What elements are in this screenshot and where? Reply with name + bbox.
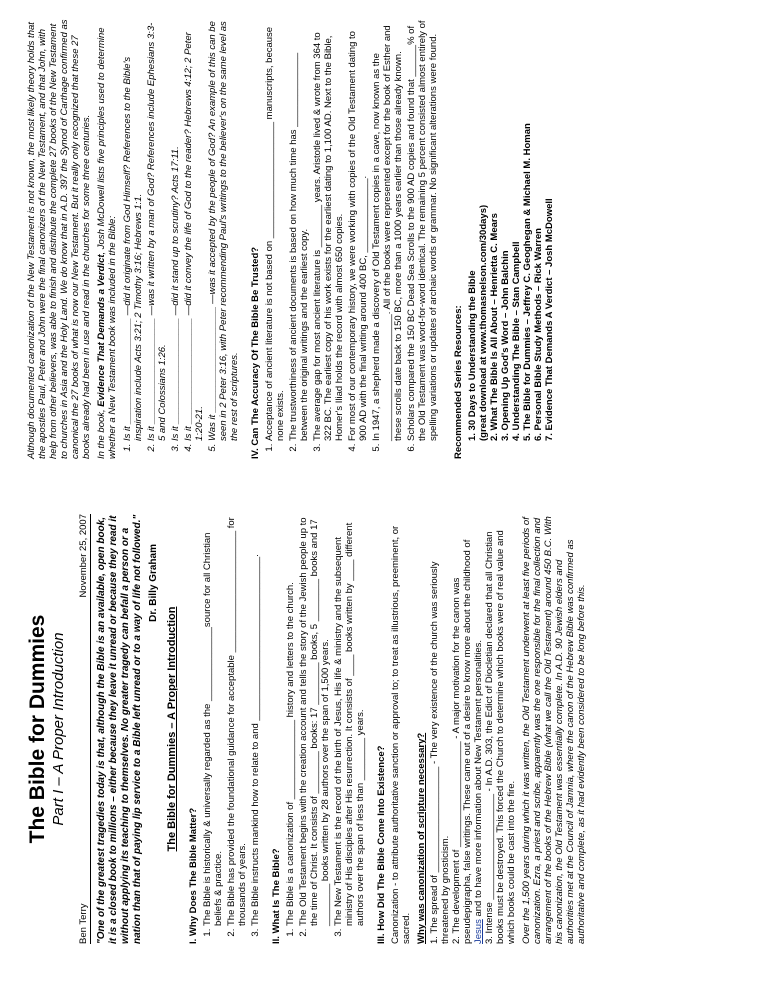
list-item: 2. Is it ____________________ —was it written by a man of God? References include Ephesians 3:3-5 and Colossians 1:26. xyxy=(146,19,168,441)
list-item: 1. The Bible is historically & universally regarded as the ______________source for all Christian beliefs & practice. xyxy=(202,514,224,926)
resource-item: 2. What The Bible Is All About – Henrietta C. Mears xyxy=(489,213,500,441)
content-title: The Bible for Dummies – A Proper Introduction xyxy=(166,606,178,852)
nt-canon-paragraph: Although documented canonization of the New Testament is not known, the most likely theory holds that the apostles Paul, Peter and John were the final canonizers of the New Testament, and that John, with help from other believers, was able to finish and distribute the complete 27 books of the New Testament to churches in Asia and the Holy Land. We do know that in A.D. 397 the Synod of Carthage confirmed as canonical the 27 books of what is now our New Testament. But it really only recognized that these 27 books already had been in use and read in the churches for some three centuries. xyxy=(26,19,92,459)
resource-item: 7. Evidence That Demands A Verdict – Josh McDowell xyxy=(544,198,555,441)
section-1-list xyxy=(202,514,261,944)
page-title: The Bible for Dummies xyxy=(26,614,49,844)
page-subtitle: Part I – A Proper Introduction xyxy=(50,632,67,826)
principles-intro: In the book, Evidence That Demands a Verdict, Josh McDowell lists five principles used to determine whether a New Testament book was included in the Bible: xyxy=(96,27,118,459)
section-2-list xyxy=(285,514,366,944)
date: November 25, 2007 xyxy=(78,514,89,598)
list-item: 3. The New Testament is the record of the birth of Jesus, His life & ministry and the subsequent ministry of His disciples after His resurrection. It consists of ____ books written by ____ different authors over the span of less than ________ years. xyxy=(333,514,366,926)
principles-list xyxy=(122,19,240,459)
list-item: 4. For most of our contemporary history, we were working with copies of the Old Testament dating to 900 AD with the final writing around 400 BC, ______________. xyxy=(347,19,369,441)
quote: "One of the greatest tragedies today is that, although the Bible is an available, open book, it is a closed book to millions – either because they leave it unread or because they read it without applying its teaching to themselves. No greater tragedy can befall a person or a nation than that of paying lip service to a Bible left unread or to a way of life not followed." xyxy=(96,514,143,944)
section-3-heading: III. How Did The Bible Come Into Existence? xyxy=(376,745,387,944)
list-item: 1. Is it ____________________ —did it originate from God Himself? References to the Bible's inspiration include Acts 3:21; 2 Timothy 3:16; Hebrews 1:1. xyxy=(122,19,144,441)
list-item: 5. In 1947, a shepherd made a discovery of Old Testament copies in a cave, now known as the ________________________. All of the books were represented except for the book of Esther and these scrolls date back to 150 BC, more than a 1000 years earlier than those already known. xyxy=(371,19,404,441)
point-1: 1. The spread of ____________________ - The very existence of the church was seriously threatened by gnosticism. xyxy=(429,561,451,944)
section-3-subheading: Why was canonization of scripture necessary? xyxy=(416,732,427,944)
resource-item: 1. 30 Days to Understanding the Bible xyxy=(467,270,478,441)
list-item: 2. The trustworthiness of ancient documents is based on how much time has ______________ between the original writings and the earliest copy. xyxy=(288,19,310,441)
quote-attribution: Dr. Billy Graham xyxy=(148,544,159,622)
list-item: 3. The average gap for most ancient literature is ________ years. Aristotle lived & wrote from 364 to 322 BC. The earliest copy of his work exists for the earliest dating to 1,100 AD. Next to the Bible, Homer's Iliad holds the record with almost 650 copies. xyxy=(312,19,345,441)
section-2-heading: II. What Is The Bible? xyxy=(271,848,282,944)
byline xyxy=(78,514,91,944)
resource-item: 6. Personal Bible Study Methods – Rick Warren xyxy=(533,228,544,441)
list-item: 1. Acceptance of ancient literature is not based on ______________________ manuscripts, because none exists. xyxy=(264,19,286,441)
list-item: 3. Is it ____________________ —did it stand up to scrutiny? Acts 17:11. xyxy=(170,19,181,441)
list-item: 6. Scholars compared the 150 BC Dead Sea Scrolls to the 900 AD copies and found that ______% of the Old Testament was word-for-word identical. The remaining 5 percent consisted almost entirely of spelling variations or updates of archaic words or grammar. No significant alterations were found. xyxy=(406,19,439,441)
old-testament-paragraph: Over the 1,500 years during which it was written, the Old Testament underwent at least five periods of canonization. Ezra, a priest and scribe, apparently was the one responsible for the final collection and arrangement of the books of the Hebrew Bible (what we call the Old Testament) around 450 B.C. With his canonization, the Old Testament was essentially complete. In A.D. 90 Jewish elders and authorities met at the Council of Jamnia, where the canon of the Hebrew Bible was confirmed as authoritative and complete, as it had evidently been considered to be long before this. xyxy=(521,516,587,944)
list-item: 3. The Bible instructs mankind how to relate to and _______________________________. xyxy=(250,514,261,926)
section-4-heading: IV. Can The Accuracy Of The Bible Be Trusted? xyxy=(250,246,261,459)
left-column xyxy=(26,514,591,944)
canonization-definition: Canonization - to attribute authoritative sanction or approval to; to treat as illustrious, preeminent, or sacred. xyxy=(390,525,412,944)
resource-item: 3. Opening Up God's Word – John Balchin xyxy=(500,250,511,441)
jesus-link[interactable]: Jesus xyxy=(473,919,484,944)
right-column xyxy=(26,19,555,459)
list-item: 2. The Old Testament begins with the creation account and tells the story of the Jewish people up to the time of Christ. It consists of ________ books: 17 ________ books, 5 ________ books and 17 ________ books written by 28 authors over the span of 1,500 years. xyxy=(298,514,331,926)
section-1-heading: I. Why Does The Bible Matter? xyxy=(188,807,199,944)
resource-item: (great download at www.thomasnelson.com/30days) xyxy=(478,204,489,441)
resource-item: 5. The Bible for Dummies – Jeffrey C. Geoghegan & Michael M. Homan xyxy=(522,123,533,441)
list-item: 2. The Bible has provided the foundational guidance for acceptable _______________________ for thousands of years. xyxy=(226,514,248,926)
point-2: 2. The development of ____________________ - A major motivation for the canon was pseudepigrapha, false writings. These came out of a desire to know more about the childhood of Jesus and to have more information about New Testament personalities. xyxy=(451,539,484,944)
author: Ben Terry xyxy=(78,903,89,944)
resource-item: 4. Understanding The Bible – Stan Campbell xyxy=(511,241,522,441)
list-item: 5. Was it ____________________ —was it accepted by the people of God? An example of this can be seen in 2 Peter 3:16, with Peter recommending Paul's writings to the believer's on the same level as the rest of scriptures. xyxy=(207,19,240,441)
list-item: 4. Is it ____________________ —did it convey the life of God to the reader? Hebrews 4:12; 2 Peter 1:20-21. xyxy=(183,19,205,441)
point-3: 3. Intense ____________________ - In A.D. 303, the Edict of Diocletian declared that all Christian books must be destroyed. This forced the Church to determine which books were of real value and which books could be cast into the fire. xyxy=(484,530,517,944)
book-title: Evidence That Demands a Verdict xyxy=(96,254,107,407)
resources-heading: Recommended Series Resources: xyxy=(453,305,464,459)
section-4-list xyxy=(264,19,439,459)
list-item: 1. The Bible is a canonization of _______________ history and letters to the church. xyxy=(285,514,296,926)
